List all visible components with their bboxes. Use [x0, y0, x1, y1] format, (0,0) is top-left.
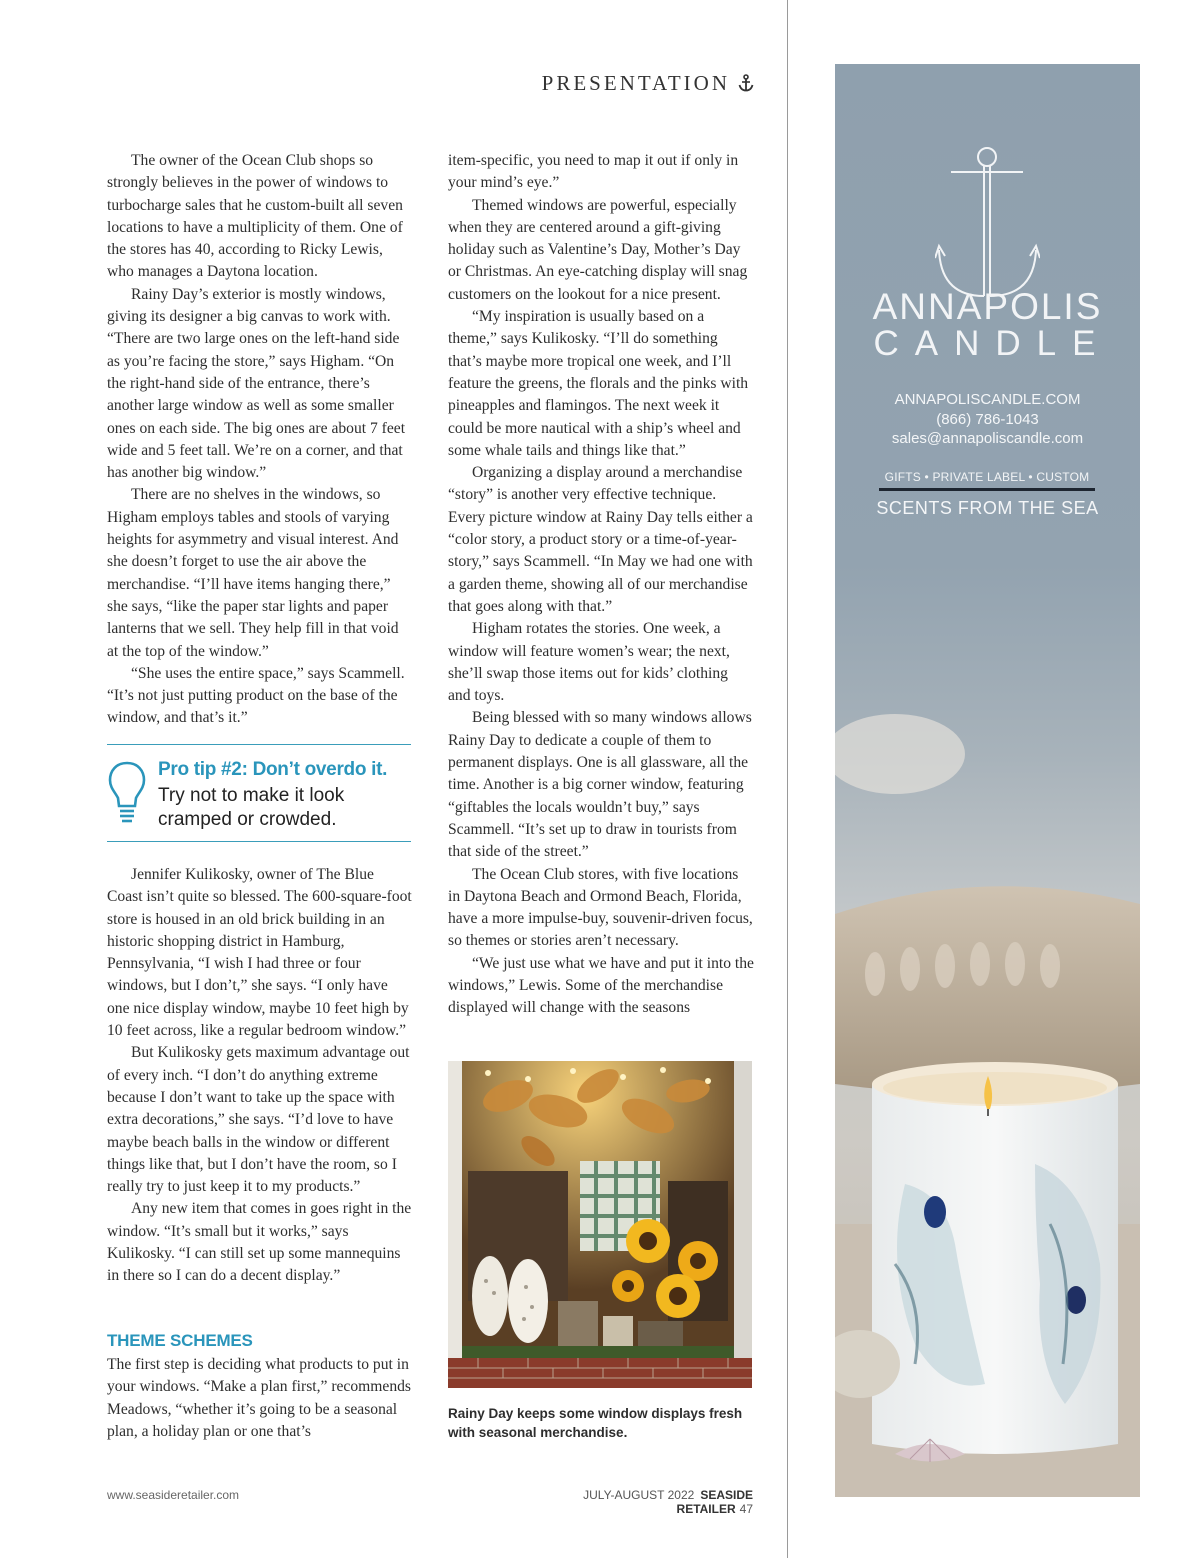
ad-website[interactable]: ANNAPOLISCANDLE.COM	[894, 391, 1081, 408]
anchor-logo-icon	[935, 146, 1040, 306]
lightbulb-icon	[107, 759, 147, 829]
paragraph: There are no shelves in the windows, so Higham employs tables and stools of varying heights for asymmetry and visual interest. And she doesn’t forget to use the air above the merchandise. “I’ll have items hanging there,” she says, “like the paper star lights and paper lanterns that we sell. They help fill in that void at the top of the window.”	[107, 486, 399, 660]
ad-brand-line-2: CANDLE	[873, 324, 1112, 363]
candle-product-photo	[835, 664, 1140, 1497]
photo-caption: Rainy Day keeps some window displays fresh with seasonal merchandise.	[448, 1406, 743, 1440]
anchor-icon	[738, 74, 754, 92]
article-column-2	[448, 150, 754, 1020]
ad-contact-block	[835, 390, 1140, 449]
paragraph: Being blessed with so many windows allows Rainy Day to dedicate a couple of them to permanent displays. One is all glassware, all the time. Another is a big corner window, featuring “giftables the locals wouldn’t buy,” says Scammell. “It’s set up to draw in tourists from that side of the street.”	[448, 709, 752, 861]
section-header	[540, 70, 754, 96]
paragraph: The owner of the Ocean Club shops so strongly believes in the power of windows to turbocharge sales that he custom-built all seven locations to have a multiplicity of them. One of the stores has 40, according to Ricky Lewis, who manages a Daytona location.	[107, 152, 403, 281]
paragraph: The first step is deciding what products to put in your windows. “Make a plan first,” recommends Meadows, “whether it’s going to be a seasonal plan, a holiday plan or one that’s	[107, 1356, 411, 1440]
footer-folio	[513, 1488, 753, 1516]
subheading: THEME SCHEMES	[107, 1331, 253, 1350]
paragraph: “We just use what we have and put it into the windows,” Lewis. Some of the merchandise displayed will change with the seasons	[448, 954, 754, 1017]
page-number: 47	[739, 1502, 753, 1516]
tip-title: Pro tip #2: Don’t overdo it.	[158, 759, 388, 780]
paragraph: Jennifer Kulikosky, owner of The Blue Coast isn’t quite so blessed. The 600-square-foot store is housed in an old brick building in an historic shopping district in Hamburg, Pennsylvania, “I wish I had three or four windows, but I don’t,” she says. “I only have one nice display window, maybe 10 feet high by 10 feet across, like a regular bedroom window.”	[107, 866, 412, 1040]
footer-issue: JULY-AUGUST 2022	[583, 1488, 695, 1502]
tip-body: Try not to make it look cramped or crowded.	[158, 785, 345, 830]
paragraph: item-specific, you need to map it out if only in your mind’s eye.”	[448, 152, 739, 192]
paragraph: Rainy Day’s exterior is mostly windows, giving its designer a big canvas to work with. “There are two large ones on the left-hand side as you’re facing the store,” says Higham. “On the right-hand side of the entrance, there’s another large window as well as some smaller ones on each side. The big ones are about 7 feet wide and 5 feet tall. We’re on a corner, and that has another big window.”	[107, 285, 406, 482]
shop-window-photo	[448, 1061, 752, 1388]
article-column-1-end	[107, 1354, 413, 1443]
ad-email[interactable]: sales@annapoliscandle.com	[891, 430, 1084, 447]
article-column-1-continued	[107, 864, 413, 1288]
page-gutter-line	[787, 0, 788, 1558]
ad-phone: (866) 786-1043	[936, 410, 1039, 428]
annapolis-candle-ad	[835, 64, 1140, 1497]
paragraph: The Ocean Club stores, with five locations in Daytona Beach and Ormond Beach, Florida, have a more impulse-buy, souvenir-driven focus, so themes or stories aren’t necessary.	[448, 865, 753, 950]
article-column-1	[107, 150, 413, 730]
paragraph: “My inspiration is usually based on a theme,” says Kulikosky. “I’ll do something that’s maybe more tropical one week, and I’ll feature the greens, the florals and the pinks with pineapples and flamingos. The next week it could be more nautical with a ship’s wheel and some whale tails and things like that.”	[448, 308, 749, 459]
paragraph: Higham rotates the stories. One week, a window will feature women’s wear; the next, she’ll swap those items out for kids’ clothing and toys.	[448, 620, 730, 705]
paragraph: Themed windows are powerful, especially when they are centered around a gift-giving holiday such as Valentine’s Day, Mother’s Day or Christmas. An eye-catching display will snag customers on the lookout for a nice present.	[448, 196, 748, 303]
paragraph: Any new item that comes in goes right in the window. “It’s small but it works,” says Kulikosky. “I can still set up some mannequins in there so I can do a decent display.”	[107, 1200, 412, 1285]
footer-magazine: SEASIDE RETAILER	[676, 1488, 753, 1516]
paragraph: But Kulikosky gets maximum advantage out of every inch. “I don’t do anything extreme because I don’t want to take up the space with extra decorations,” she says. “I’d love to have maybe beach balls in the window or different things like that, but I don’t have the room, so I really try to just keep it to my products.”	[107, 1044, 410, 1196]
ad-services: GIFTS • PRIVATE LABEL • CUSTOM	[879, 470, 1095, 491]
section-title: PRESENTATION	[541, 70, 730, 95]
ad-brand-line-1: ANNAPOLIS	[872, 286, 1103, 327]
paragraph: “She uses the entire space,” says Scammell. “It’s not just putting product on the base of the window, and that’s it.”	[107, 664, 405, 727]
pro-tip-callout	[107, 744, 411, 842]
ad-tagline: SCENTS FROM THE SEA	[876, 498, 1099, 518]
paragraph: Organizing a display around a merchandise “story” is another very effective technique. Every picture window at Rainy Day tells either a “color story, a product story or a time-of-year-story,” says Scammell. “In May we had one with a garden theme, showing all of our merchandise that goes along with that.”	[448, 464, 753, 615]
footer-url: www.seasideretailer.com	[107, 1488, 240, 1502]
